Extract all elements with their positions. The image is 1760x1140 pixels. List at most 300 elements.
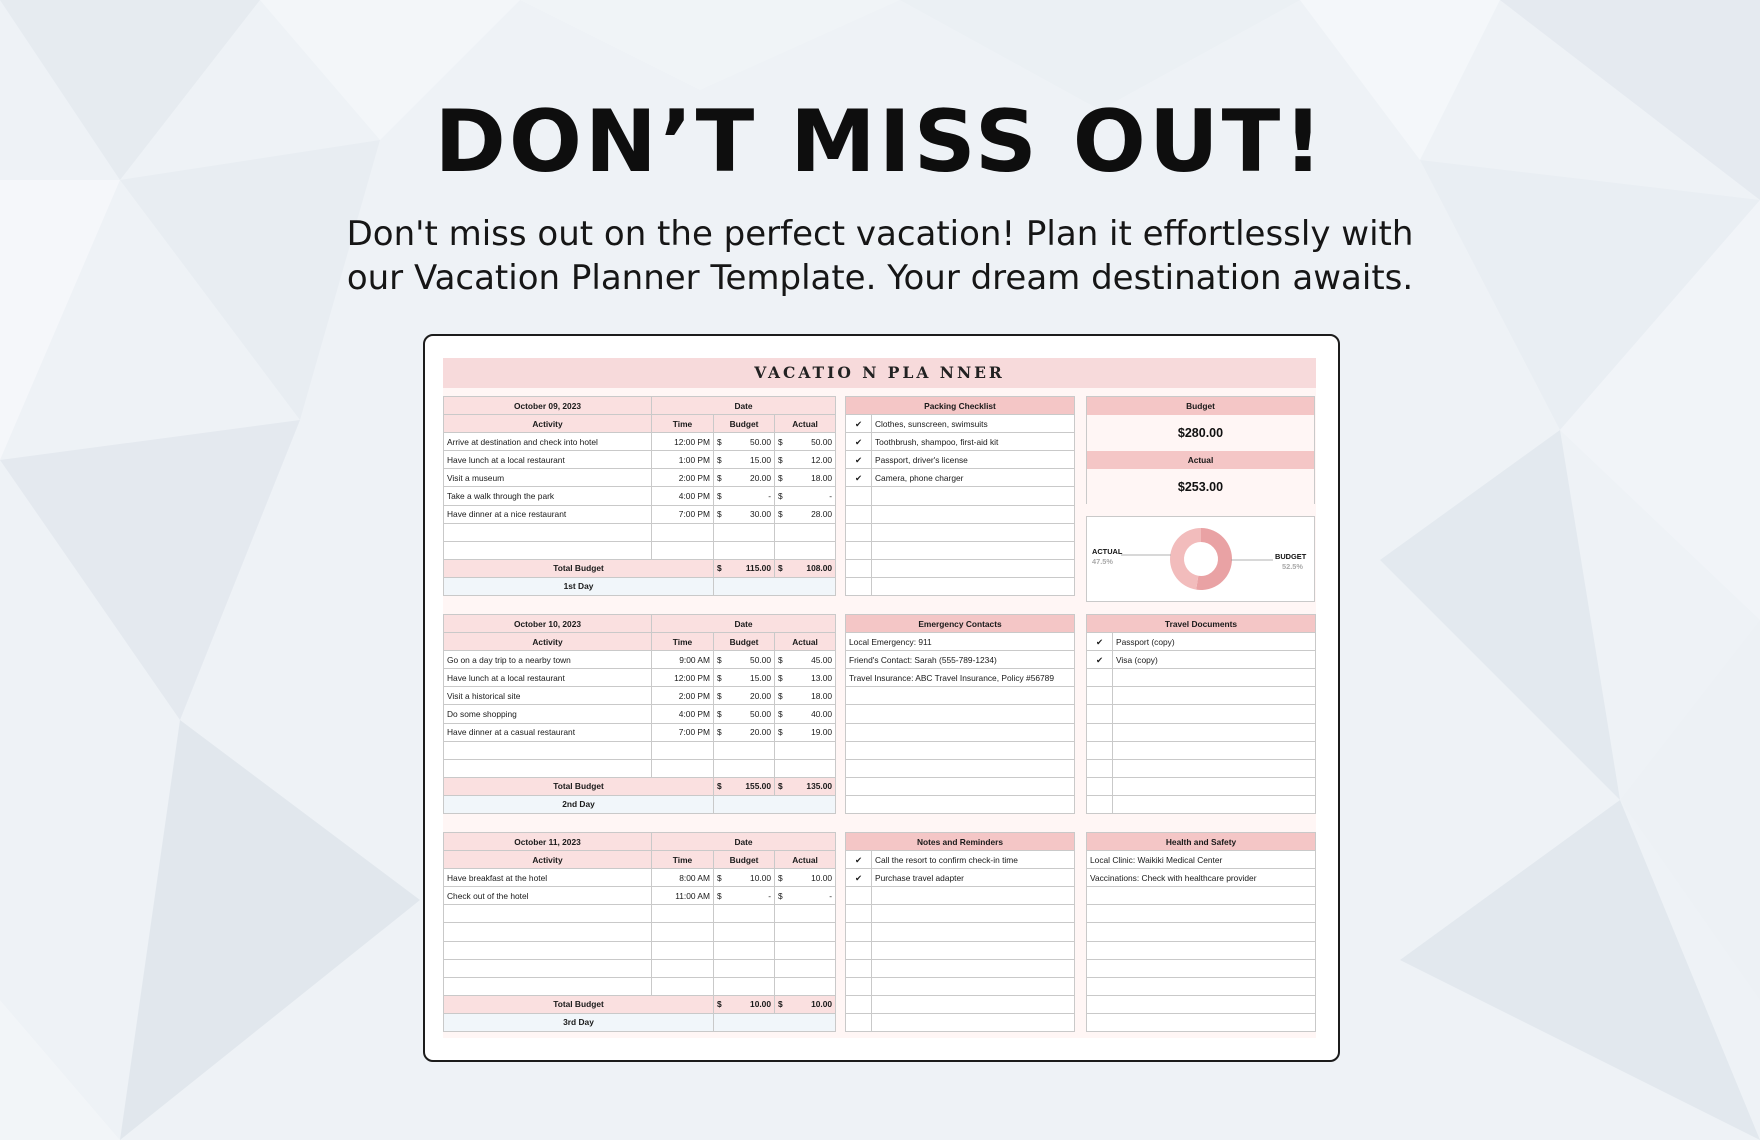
checkbox[interactable] — [846, 959, 872, 977]
activity-row[interactable] — [444, 487, 836, 505]
budget-cell[interactable] — [714, 687, 775, 705]
emergency-contacts-item[interactable] — [846, 651, 1075, 669]
budget-cell[interactable] — [714, 433, 775, 451]
emergency-contacts-item-text[interactable]: Friend's Contact: Sarah (555-789-1234) — [846, 651, 1075, 669]
currency-symbol: $ — [778, 890, 783, 901]
check-icon: ✔ — [854, 436, 863, 447]
emergency-contacts-item[interactable] — [846, 759, 1075, 777]
budget-summary — [1086, 396, 1315, 504]
travel-documents-item[interactable] — [1087, 723, 1316, 741]
travel-documents-item[interactable] — [1087, 795, 1316, 813]
notes-reminders-item[interactable] — [846, 941, 1075, 959]
actual-cell[interactable] — [775, 923, 836, 941]
currency-symbol: $ — [717, 999, 722, 1010]
emergency-contacts-item-text[interactable] — [846, 795, 1075, 813]
checkbox[interactable] — [1087, 759, 1113, 777]
notes-reminders-item[interactable] — [846, 1013, 1075, 1031]
activity-row[interactable] — [444, 705, 836, 723]
activity-cell[interactable]: Go on a day trip to a nearby town — [444, 651, 652, 669]
packing-checklist-item-text[interactable] — [872, 577, 1075, 595]
budget-cell[interactable] — [714, 905, 775, 923]
actual-value: 10.00 — [811, 872, 833, 883]
travel-documents-title: Travel Documents — [1087, 615, 1316, 633]
checkbox[interactable] — [846, 923, 872, 941]
currency-symbol: $ — [717, 727, 722, 738]
emergency-contacts-item[interactable] — [846, 777, 1075, 795]
packing-checklist-item-text[interactable]: Clothes, sunscreen, swimsuits — [872, 415, 1075, 433]
date-column-header: Date — [652, 833, 836, 851]
budget-value: 50.00 — [750, 436, 771, 447]
health-safety-table — [1086, 832, 1316, 1032]
time-cell[interactable] — [652, 741, 714, 759]
time-cell[interactable]: 8:00 AM — [652, 869, 714, 887]
notes-reminders-item[interactable] — [846, 977, 1075, 995]
time-cell[interactable] — [652, 905, 714, 923]
actual-cell[interactable] — [775, 669, 836, 687]
travel-documents-item[interactable] — [1087, 777, 1316, 795]
budget-cell[interactable] — [714, 523, 775, 541]
total-label: Total Budget — [444, 995, 714, 1013]
emergency-contacts-item[interactable] — [846, 723, 1075, 741]
budget-cell[interactable] — [714, 941, 775, 959]
health-safety-item-text[interactable]: Vaccinations: Check with healthcare provider — [1087, 869, 1316, 887]
budget-cell[interactable] — [714, 923, 775, 941]
activity-cell[interactable]: Have lunch at a local restaurant — [444, 451, 652, 469]
packing-checklist-item[interactable] — [846, 415, 1075, 433]
checkbox[interactable] — [1087, 669, 1113, 687]
emergency-contacts-item-text[interactable] — [846, 777, 1075, 795]
activity-row[interactable] — [444, 905, 836, 923]
packing-checklist-item[interactable] — [846, 451, 1075, 469]
activity-row[interactable] — [444, 869, 836, 887]
health-safety-item[interactable] — [1087, 887, 1316, 905]
day-date: October 10, 2023 — [444, 615, 652, 633]
emergency-contacts-item[interactable] — [846, 633, 1075, 651]
health-safety-item-text[interactable] — [1087, 905, 1316, 923]
currency-symbol: $ — [778, 436, 783, 447]
checkbox[interactable] — [1087, 741, 1113, 759]
actual-value: 12.00 — [811, 454, 833, 465]
actual-cell[interactable] — [775, 451, 836, 469]
packing-checklist-item-text[interactable]: Passport, driver's license — [872, 451, 1075, 469]
day-label: 3rd Day — [444, 1013, 714, 1031]
budget-cell[interactable] — [714, 705, 775, 723]
checkbox[interactable] — [1087, 777, 1113, 795]
packing-checklist-item-text[interactable]: Toothbrush, shampoo, first-aid kit — [872, 433, 1075, 451]
currency-symbol: $ — [717, 491, 722, 502]
budget-cell[interactable] — [714, 959, 775, 977]
notes-reminders-item-text[interactable] — [872, 941, 1075, 959]
budget-cell[interactable] — [714, 469, 775, 487]
activity-row[interactable] — [444, 723, 836, 741]
activity-row[interactable] — [444, 959, 836, 977]
activity-cell[interactable]: Check out of the hotel — [444, 887, 652, 905]
time-cell[interactable]: 12:00 PM — [652, 433, 714, 451]
day-date: October 11, 2023 — [444, 833, 652, 851]
checkbox[interactable] — [1087, 705, 1113, 723]
travel-documents-item[interactable] — [1087, 741, 1316, 759]
packing-checklist-item[interactable] — [846, 469, 1075, 487]
checkbox[interactable] — [1087, 687, 1113, 705]
actual-cell[interactable] — [775, 723, 836, 741]
time-cell[interactable] — [652, 523, 714, 541]
travel-documents-item[interactable] — [1087, 759, 1316, 777]
travel-documents-item-text[interactable] — [1113, 705, 1316, 723]
checkbox[interactable] — [846, 941, 872, 959]
notes-reminders-item[interactable] — [846, 851, 1075, 869]
emergency-contacts-item[interactable] — [846, 741, 1075, 759]
activity-row[interactable] — [444, 687, 836, 705]
health-safety-item-text[interactable]: Local Clinic: Waikiki Medical Center — [1087, 851, 1316, 869]
budget-value: 50.00 — [750, 654, 771, 665]
actual-cell[interactable] — [775, 905, 836, 923]
actual-cell[interactable] — [775, 469, 836, 487]
budget-cell[interactable] — [714, 451, 775, 469]
activity-row[interactable] — [444, 505, 836, 523]
date-column-header: Date — [652, 397, 836, 415]
currency-symbol: $ — [717, 654, 722, 665]
currency-symbol: $ — [717, 454, 722, 465]
health-safety-item-text[interactable] — [1087, 977, 1316, 995]
actual-value: 18.00 — [811, 472, 833, 483]
currency-symbol: $ — [778, 690, 783, 701]
currency-symbol: $ — [778, 509, 783, 520]
notes-reminders-item-text[interactable]: Call the resort to confirm check-in time — [872, 851, 1075, 869]
actual-cell[interactable] — [775, 869, 836, 887]
travel-documents-item-text[interactable] — [1113, 723, 1316, 741]
activity-row[interactable] — [444, 941, 836, 959]
actual-cell[interactable] — [775, 759, 836, 777]
notes-reminders-item[interactable] — [846, 887, 1075, 905]
donut-slice-actual — [1170, 528, 1201, 590]
packing-checklist-item[interactable] — [846, 433, 1075, 451]
travel-documents-item-text[interactable] — [1113, 777, 1316, 795]
checkbox[interactable] — [846, 851, 872, 869]
time-cell[interactable]: 11:00 AM — [652, 887, 714, 905]
total-row — [444, 559, 836, 577]
actual-value: 13.00 — [811, 672, 833, 683]
activity-cell[interactable]: Visit a museum — [444, 469, 652, 487]
activity-row[interactable] — [444, 741, 836, 759]
time-cell[interactable]: 4:00 PM — [652, 705, 714, 723]
budget-cell[interactable] — [714, 741, 775, 759]
checkbox[interactable] — [846, 977, 872, 995]
actual-cell[interactable] — [775, 705, 836, 723]
budget-donut-chart — [1086, 516, 1315, 602]
notes-reminders-item-text[interactable] — [872, 995, 1075, 1013]
travel-documents-item-text[interactable] — [1113, 795, 1316, 813]
notes-reminders-item-text[interactable] — [872, 923, 1075, 941]
travel-documents-item[interactable] — [1087, 687, 1316, 705]
packing-checklist-item[interactable] — [846, 505, 1075, 523]
activity-row[interactable] — [444, 977, 836, 995]
checkbox[interactable] — [846, 559, 872, 577]
budget-value: 10.00 — [750, 872, 771, 883]
spreadsheet-preview-frame — [423, 334, 1340, 1062]
travel-documents-item[interactable] — [1087, 705, 1316, 723]
time-cell[interactable]: 7:00 PM — [652, 723, 714, 741]
packing-checklist-item-text[interactable] — [872, 505, 1075, 523]
checkbox[interactable] — [846, 541, 872, 559]
packing-checklist-item[interactable] — [846, 559, 1075, 577]
time-cell[interactable] — [652, 759, 714, 777]
emergency-contacts-item-text[interactable] — [846, 759, 1075, 777]
subheadline — [0, 212, 1760, 300]
currency-symbol: $ — [778, 654, 783, 665]
activity-cell[interactable] — [444, 941, 652, 959]
donut-budget-pct: 52.5% — [1282, 562, 1303, 571]
currency-symbol: $ — [717, 472, 722, 483]
currency-symbol: $ — [717, 563, 722, 574]
checkbox[interactable] — [846, 905, 872, 923]
packing-checklist-item[interactable] — [846, 523, 1075, 541]
time-cell[interactable] — [652, 977, 714, 995]
emergency-contacts-item-text[interactable] — [846, 705, 1075, 723]
checkbox[interactable] — [846, 415, 872, 433]
activity-row[interactable] — [444, 759, 836, 777]
activity-cell[interactable]: Have dinner at a nice restaurant — [444, 505, 652, 523]
time-cell[interactable] — [652, 941, 714, 959]
actual-cell[interactable] — [775, 651, 836, 669]
health-safety-item[interactable] — [1087, 1013, 1316, 1031]
activity-cell[interactable] — [444, 741, 652, 759]
day-label-spacer — [714, 1013, 836, 1031]
emergency-contacts-item-text[interactable] — [846, 723, 1075, 741]
activity-row[interactable] — [444, 923, 836, 941]
notes-reminders-item-text[interactable] — [872, 1013, 1075, 1031]
travel-documents-item-text[interactable] — [1113, 741, 1316, 759]
actual-cell[interactable] — [775, 741, 836, 759]
activity-cell[interactable]: Arrive at destination and check into hotel — [444, 433, 652, 451]
activity-cell[interactable] — [444, 905, 652, 923]
budget-cell[interactable] — [714, 977, 775, 995]
packing-checklist-table — [845, 396, 1075, 596]
packing-checklist-item[interactable] — [846, 541, 1075, 559]
check-icon: ✔ — [854, 454, 863, 465]
actual-total: $253.00 — [1087, 469, 1314, 505]
total-actual-value: 108.00 — [806, 563, 833, 574]
activity-cell[interactable]: Visit a historical site — [444, 687, 652, 705]
checkbox[interactable] — [1087, 723, 1113, 741]
activity-row[interactable] — [444, 651, 836, 669]
activity-cell[interactable] — [444, 959, 652, 977]
checkbox[interactable] — [846, 451, 872, 469]
budget-value: 15.00 — [750, 454, 771, 465]
health-safety-item-text[interactable] — [1087, 995, 1316, 1013]
actual-cell[interactable] — [775, 941, 836, 959]
packing-checklist-item-text[interactable] — [872, 541, 1075, 559]
travel-documents-item-text[interactable]: Passport (copy) — [1113, 633, 1316, 651]
donut-actual-label: ACTUAL — [1092, 547, 1123, 556]
activity-row[interactable] — [444, 887, 836, 905]
actual-cell[interactable] — [775, 687, 836, 705]
checkbox[interactable] — [1087, 651, 1113, 669]
packing-checklist-item-text[interactable] — [872, 487, 1075, 505]
budget-cell[interactable] — [714, 651, 775, 669]
notes-reminders-item-text[interactable] — [872, 887, 1075, 905]
emergency-contacts-item-text[interactable] — [846, 687, 1075, 705]
budget-value: 30.00 — [750, 509, 771, 520]
actual-cell[interactable] — [775, 977, 836, 995]
budget-cell[interactable] — [714, 541, 775, 559]
time-cell[interactable]: 4:00 PM — [652, 487, 714, 505]
check-icon: ✔ — [854, 418, 863, 429]
checkbox[interactable] — [846, 887, 872, 905]
activity-row[interactable] — [444, 433, 836, 451]
activity-row[interactable] — [444, 541, 836, 559]
column-header: Activity — [444, 633, 652, 651]
checkbox[interactable] — [1087, 795, 1113, 813]
actual-value: 19.00 — [811, 727, 833, 738]
actual-cell[interactable] — [775, 523, 836, 541]
checkbox[interactable] — [846, 577, 872, 595]
time-cell[interactable]: 9:00 AM — [652, 651, 714, 669]
packing-checklist-item[interactable] — [846, 577, 1075, 595]
budget-cell[interactable] — [714, 887, 775, 905]
health-safety-item-text[interactable] — [1087, 887, 1316, 905]
time-cell[interactable]: 7:00 PM — [652, 505, 714, 523]
currency-symbol: $ — [717, 781, 722, 792]
activity-row[interactable] — [444, 523, 836, 541]
check-icon: ✔ — [854, 854, 863, 865]
emergency-contacts-item[interactable] — [846, 705, 1075, 723]
column-header: Actual — [775, 415, 836, 433]
activity-cell[interactable] — [444, 541, 652, 559]
travel-documents-item-text[interactable] — [1113, 759, 1316, 777]
activity-cell[interactable] — [444, 523, 652, 541]
budget-cell[interactable] — [714, 487, 775, 505]
health-safety-item[interactable] — [1087, 977, 1316, 995]
donut-budget-label: BUDGET — [1275, 552, 1307, 561]
activity-cell[interactable]: Have dinner at a casual restaurant — [444, 723, 652, 741]
travel-documents-item-text[interactable] — [1113, 687, 1316, 705]
currency-symbol: $ — [778, 872, 783, 883]
packing-checklist-item-text[interactable] — [872, 559, 1075, 577]
activity-row[interactable] — [444, 451, 836, 469]
currency-symbol: $ — [778, 999, 783, 1010]
actual-cell[interactable] — [775, 887, 836, 905]
currency-symbol: $ — [717, 709, 722, 720]
checkbox[interactable] — [846, 1013, 872, 1031]
time-cell[interactable]: 12:00 PM — [652, 669, 714, 687]
emergency-contacts-item-text[interactable] — [846, 741, 1075, 759]
checkbox[interactable] — [1087, 633, 1113, 651]
travel-documents-item[interactable] — [1087, 669, 1316, 687]
budget-value: 20.00 — [750, 727, 771, 738]
time-cell[interactable] — [652, 923, 714, 941]
budget-cell[interactable] — [714, 723, 775, 741]
activity-cell[interactable] — [444, 759, 652, 777]
planner-title: VACATIO N PLA NNER — [443, 358, 1316, 388]
activity-row[interactable] — [444, 669, 836, 687]
notes-reminders-item[interactable] — [846, 905, 1075, 923]
notes-reminders-item[interactable] — [846, 995, 1075, 1013]
checkbox[interactable] — [846, 523, 872, 541]
actual-cell[interactable] — [775, 487, 836, 505]
notes-reminders-item[interactable] — [846, 869, 1075, 887]
budget-cell[interactable] — [714, 869, 775, 887]
health-safety-item-text[interactable] — [1087, 941, 1316, 959]
activity-cell[interactable] — [444, 923, 652, 941]
time-cell[interactable]: 2:00 PM — [652, 687, 714, 705]
packing-checklist-item[interactable] — [846, 487, 1075, 505]
activity-cell[interactable] — [444, 977, 652, 995]
travel-documents-item-text[interactable]: Visa (copy) — [1113, 651, 1316, 669]
emergency-contacts-item-text[interactable]: Local Emergency: 911 — [846, 633, 1075, 651]
emergency-contacts-item-text[interactable]: Travel Insurance: ABC Travel Insurance, Policy #56789 — [846, 669, 1075, 687]
checkbox[interactable] — [846, 995, 872, 1013]
packing-checklist-item-text[interactable] — [872, 523, 1075, 541]
emergency-contacts-item[interactable] — [846, 669, 1075, 687]
time-cell[interactable]: 2:00 PM — [652, 469, 714, 487]
health-safety-item[interactable] — [1087, 851, 1316, 869]
notes-reminders-item[interactable] — [846, 959, 1075, 977]
total-label: Total Budget — [444, 559, 714, 577]
notes-reminders-item-text[interactable] — [872, 977, 1075, 995]
actual-cell[interactable] — [775, 505, 836, 523]
total-actual-value: 135.00 — [806, 781, 833, 792]
actual-value: 50.00 — [811, 436, 833, 447]
checkbox[interactable] — [846, 469, 872, 487]
actual-cell[interactable] — [775, 433, 836, 451]
notes-reminders-item-text[interactable] — [872, 959, 1075, 977]
activity-row[interactable] — [444, 469, 836, 487]
activity-cell[interactable]: Do some shopping — [444, 705, 652, 723]
checkbox[interactable] — [846, 433, 872, 451]
activity-cell[interactable]: Take a walk through the park — [444, 487, 652, 505]
budget-cell[interactable] — [714, 759, 775, 777]
emergency-contacts-item[interactable] — [846, 795, 1075, 813]
time-cell[interactable]: 1:00 PM — [652, 451, 714, 469]
checkbox[interactable] — [846, 487, 872, 505]
time-cell[interactable] — [652, 541, 714, 559]
notes-reminders-item-text[interactable] — [872, 905, 1075, 923]
day-label: 1st Day — [444, 577, 714, 595]
time-cell[interactable] — [652, 959, 714, 977]
actual-value: 40.00 — [811, 709, 833, 720]
checkbox[interactable] — [846, 869, 872, 887]
emergency-contacts-item[interactable] — [846, 687, 1075, 705]
packing-checklist-item-text[interactable]: Camera, phone charger — [872, 469, 1075, 487]
actual-cell[interactable] — [775, 959, 836, 977]
notes-reminders-item-text[interactable]: Purchase travel adapter — [872, 869, 1075, 887]
budget-cell[interactable] — [714, 505, 775, 523]
total-label: Total Budget — [444, 777, 714, 795]
health-safety-item[interactable] — [1087, 869, 1316, 887]
total-actual-value: 10.00 — [811, 999, 833, 1010]
health-safety-item-text[interactable] — [1087, 959, 1316, 977]
actual-cell[interactable] — [775, 541, 836, 559]
activity-cell[interactable]: Have lunch at a local restaurant — [444, 669, 652, 687]
health-safety-item-text[interactable] — [1087, 1013, 1316, 1031]
travel-documents-item[interactable] — [1087, 633, 1316, 651]
health-safety-item[interactable] — [1087, 923, 1316, 941]
travel-documents-item[interactable] — [1087, 651, 1316, 669]
total-budget-cell — [714, 559, 775, 577]
currency-symbol: $ — [778, 491, 783, 502]
health-safety-item[interactable] — [1087, 905, 1316, 923]
travel-documents-item-text[interactable] — [1113, 669, 1316, 687]
health-safety-item[interactable] — [1087, 995, 1316, 1013]
health-safety-item[interactable] — [1087, 941, 1316, 959]
activity-cell[interactable]: Have breakfast at the hotel — [444, 869, 652, 887]
health-safety-item[interactable] — [1087, 959, 1316, 977]
health-safety-item-text[interactable] — [1087, 923, 1316, 941]
health-safety-title: Health and Safety — [1087, 833, 1316, 851]
budget-cell[interactable] — [714, 669, 775, 687]
notes-reminders-item[interactable] — [846, 923, 1075, 941]
checkbox[interactable] — [846, 505, 872, 523]
